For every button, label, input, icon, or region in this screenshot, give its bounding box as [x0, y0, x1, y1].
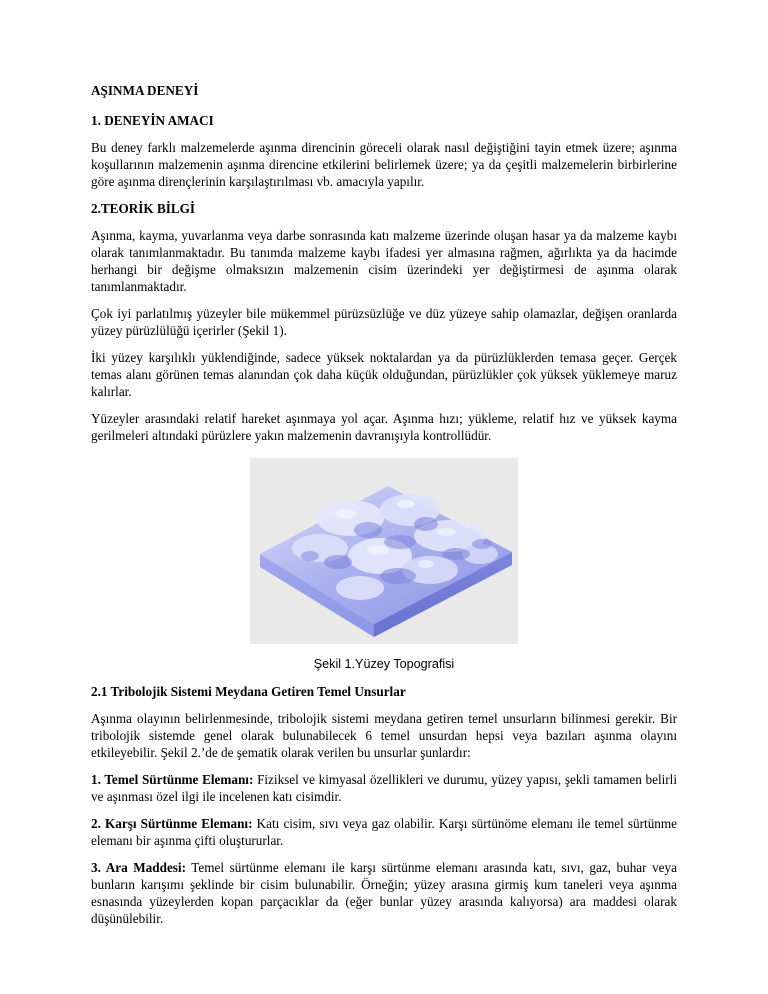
section-2-paragraph-3: İki yüzey karşılıklı yüklendiğinde, sadece yüksek noktalardan ya da pürüzlüklerden temasa geçer. Gerçek temas alanı görünen temas alanından çok daha küçük olduğundan, pürüzlükler çok yüksek yüklemeye maruz kalırlar. — [91, 350, 677, 399]
document-title: AŞINMA DENEYİ — [91, 83, 199, 98]
section-1-paragraph: Bu deney farklı malzemelerde aşınma direncinin göreceli olarak nasıl değiştiğini tayin etmek üzere; aşınma koşullarının malzemenin aşınma direncine etkilerini belirlemek üzere; ya da çeşitli malzemelerin birbirlerine göre aşınma dirençlerinin karşılaştırılması vb. amacıyla yapılır. — [91, 140, 677, 189]
section-2-paragraph-1: Aşınma, kayma, yuvarlanma veya darbe sonrasında katı malzeme üzerinde oluşan hasar ya da malzeme kaybı olarak tanımlanmaktadır. Bu tanımda malzeme kaybı ifadesi yer almasına rağmen, ağırlıkta ya da hacimde herhangi bir değişme olmaksızın malzemenin cisim üzerindeki yer değiştirmesi de aşınma olarak tanımlanmaktadır. — [91, 228, 677, 294]
list-item-term: 1. Temel Sürtünme Elemanı: — [91, 772, 254, 787]
section-2-paragraph-4: Yüzeyler arasındaki relatif hareket aşınmaya yol açar. Aşınma hızı; yükleme, relatif hız ve yüksek kayma gerilmeleri altındaki pürüzlere yakın malzemenin davranışıyla kontrollüdür. — [91, 411, 677, 443]
list-item-text: Fiziksel ve kimyasal özellikleri ve durumu, yüzey yapısı, şekli tamamen belirli ve aşınması özel ilgi ile incelenen katı cisimdir. — [91, 772, 678, 804]
document-body — [91, 82, 677, 927]
list-item-text: Temel sürtünme elemanı ile karşı sürtünme elemanı arasında katı, sıvı, gaz, buhar veya bunların karışımı şeklinde bir cisim bulunabilir. Örneğin; yüzey arasına girmiş kum taneleri veya aşınma esnasında yüzeylerden kopan parçacıklar da (eğer bunlar yüzey arasında kalıyorsa) ara maddesi olarak düşünülebilir. — [91, 860, 677, 926]
list-item-karsi-surtunme — [91, 815, 677, 849]
section-1-heading: 1. DENEYİN AMACI — [91, 113, 214, 128]
section-2-1-heading: 2.1 Tribolojik Sistemi Meydana Getiren Temel Unsurlar — [91, 684, 406, 699]
list-item-ara-maddesi — [91, 859, 677, 927]
surface-topography-image — [250, 458, 518, 644]
section-2-heading: 2.TEORİK BİLGİ — [91, 201, 196, 216]
list-item-text: Katı cisim, sıvı veya gaz olabilir. Karşı sürtünöme elemanı ile temel sürtünme elemanı bir aşınma çifti oluştururlar. — [91, 816, 678, 848]
section-2-paragraph-2: Çok iyi parlatılmış yüzeyler bile mükemmel pürüzsüzlüğe ve düz yüzeye sahip olamazlar, değişen oranlarda yüzey pürüzlülüğü içerirler (Şekil 1). — [91, 306, 677, 338]
figure-1-caption: Şekil 1.Yüzey Topografisi — [313, 657, 455, 671]
list-item-temel-surtunme — [91, 771, 677, 805]
section-2-1-paragraph: Aşınma olayının belirlenmesinde, tribolojik sistemi meydana getiren temel unsurların bilinmesi gerekir. Bir tribolojik sistemde genel olarak bulunabilecek 6 temel unsurdan hepsi veya bazıları aşınma olayını etkileyebilir. Şekil 2.’de de şematik olarak verilen bu unsurlar şunlardır: — [91, 711, 677, 760]
figure-1 — [91, 458, 677, 644]
list-item-term: 3. Ara Maddesi: — [91, 860, 186, 875]
list-item-term: 2. Karşı Sürtünme Elemanı: — [91, 816, 253, 831]
